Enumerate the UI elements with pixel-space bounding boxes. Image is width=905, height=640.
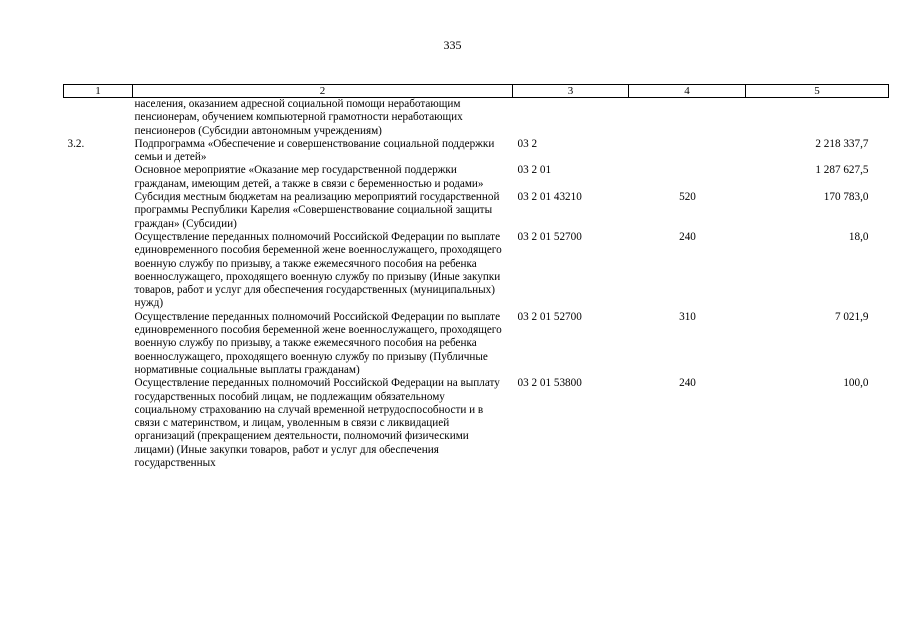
table-row	[64, 311, 889, 377]
header-col-1: 1	[64, 85, 133, 98]
row-expense-type: 240	[679, 230, 696, 243]
table-body	[64, 98, 889, 471]
row-code: 03 2 01	[517, 164, 552, 177]
table-row	[64, 191, 889, 231]
header-col-4: 4	[629, 85, 746, 98]
row-amount	[746, 98, 889, 138]
row-code: 03 2 01 52700	[517, 310, 582, 323]
row-number	[64, 311, 133, 377]
table-row	[64, 138, 889, 165]
row-name: Субсидия местным бюджетам на реализацию мероприятий государственной программы Республики Карелия «Совершенствование социальной защиты граждан» (Субсидии)	[134, 191, 500, 230]
row-code	[513, 98, 629, 138]
page-number: 335	[443, 38, 462, 52]
row-amount: 170 783,0	[823, 191, 869, 204]
header-row	[64, 85, 889, 98]
row-number	[64, 231, 133, 311]
row-name: Осуществление переданных полномочий Российской Федерации по выплате единовременного пособия беременной жене военнослужащего, проходящего военную службу по призыву, а также ежемесячного пособия на ребенка военнослужащего, проходящего военную службу по призыву (Публичные нормативные социальные выплаты гражданам)	[134, 310, 502, 376]
table-row	[64, 377, 889, 470]
row-name: Основное мероприятие «Оказание мер государственной поддержки гражданам, имеющим детей, а также в связи с беременностью и родами»	[134, 164, 484, 190]
header-col-5: 5	[746, 85, 889, 98]
row-number	[64, 164, 133, 191]
row-code: 03 2 01 43210	[517, 191, 582, 204]
row-code: 03 2	[517, 137, 538, 150]
row-code: 03 2 01 52700	[517, 230, 582, 243]
row-amount: 2 218 337,7	[815, 137, 869, 150]
row-number: 3.2.	[67, 137, 85, 150]
row-expense-type	[629, 98, 746, 138]
row-name: населения, оказанием адресной социальной помощи неработающим пенсионерам, обучением компьютерной грамотности неработающих пенсионеров (Субсидии автономным учреждениям)	[134, 98, 463, 137]
row-amount: 7 021,9	[834, 310, 869, 323]
row-number	[64, 377, 133, 470]
row-name: Осуществление переданных полномочий Российской Федерации на выплату государственных пособий лицам, не подлежащим обязательному социальному страхованию на случай временной нетрудоспособности и в связи с материнством, и лицам, уволенным в связи с ликвидацией организаций (прекращением деятельности, полномочий физическими лицами) (Иные закупки товаров, работ и услуг для обеспечения государственных	[134, 377, 500, 470]
header-col-2: 2	[133, 85, 513, 98]
row-number	[64, 191, 133, 231]
row-number	[64, 98, 133, 138]
row-amount: 1 287 627,5	[815, 164, 869, 177]
row-name: Подпрограмма «Обеспечение и совершенствование социальной поддержки семьи и детей»	[134, 137, 495, 164]
row-amount: 18,0	[848, 230, 869, 243]
table-header	[64, 85, 889, 98]
budget-table	[63, 84, 889, 470]
header-col-3: 3	[513, 85, 629, 98]
table-row	[64, 164, 889, 191]
row-name: Осуществление переданных полномочий Российской Федерации по выплате единовременного пособия беременной жене военнослужащего, проходящего военную службу по призыву, а также ежемесячного пособия на ребенка военнослужащего, проходящего военную службу по призыву (Иные закупки товаров, работ и услуг для обеспечения государственных (муниципальных) нужд)	[134, 230, 502, 310]
row-expense-type: 310	[679, 310, 696, 323]
row-expense-type: 240	[679, 377, 696, 390]
row-code: 03 2 01 53800	[517, 377, 582, 390]
row-expense-type	[629, 138, 746, 165]
row-expense-type: 520	[679, 191, 696, 204]
row-expense-type	[629, 164, 746, 191]
row-amount: 100,0	[843, 377, 869, 390]
table-row	[64, 231, 889, 311]
table-row	[64, 98, 889, 138]
